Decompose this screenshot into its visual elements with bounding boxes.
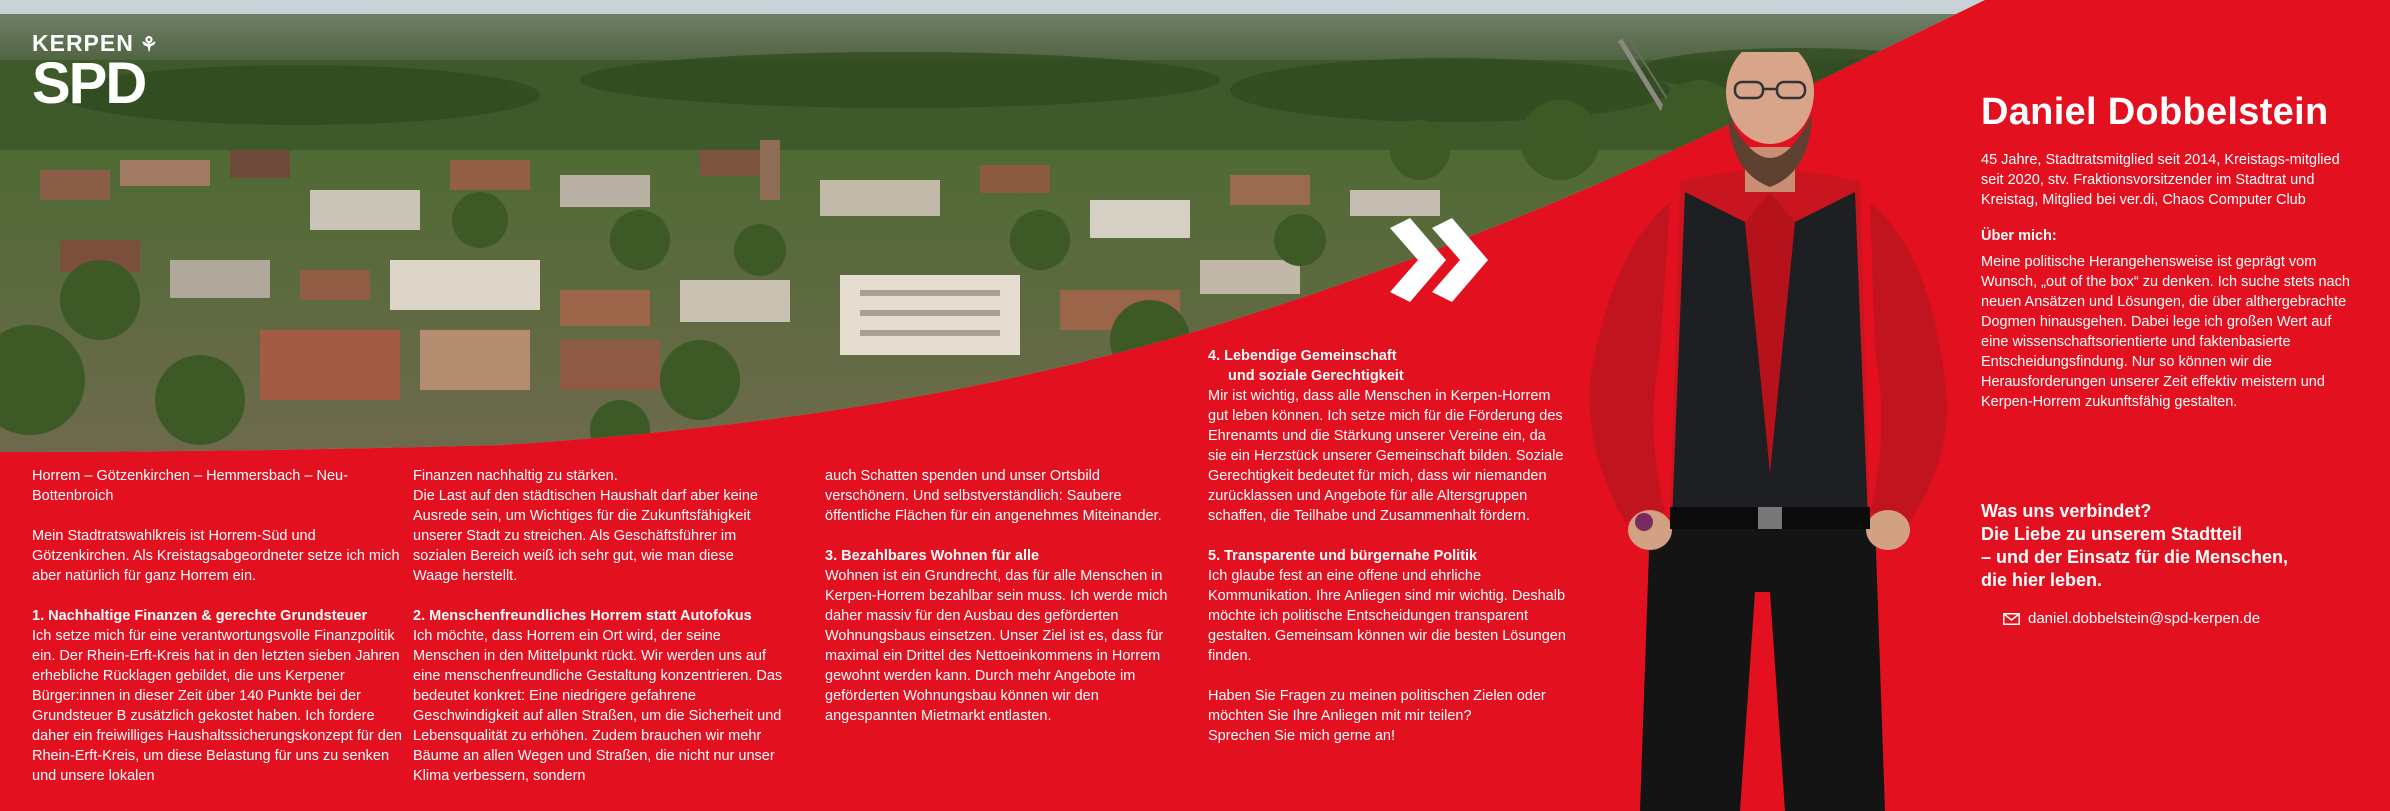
section-2-heading: 2. Menschenfreundliches Horrem statt Autofokus	[413, 608, 752, 624]
section-4-heading-line1: 4. Lebendige Gemeinschaft	[1208, 348, 1397, 364]
candidate-bio: 45 Jahre, Stadtratsmitglied seit 2014, Kreistags-mitglied seit 2020, stv. Fraktionsvorsitzender im Stadtrat und Kreistag, Mitglied bei ver.di, Chaos Computer Club	[1981, 152, 2340, 208]
about-heading: Über mich:	[1981, 228, 2057, 244]
mail-icon	[2003, 613, 2020, 625]
closing-invite: Sprechen Sie mich gerne an!	[1208, 728, 1395, 744]
section-2-continuation: auch Schatten spenden und unser Ortsbild verschönern. Und selbstverständlich: Saubere öffentliche Flächen für ein angenehmes Miteinander.	[825, 468, 1162, 524]
text-column-4	[1208, 346, 1568, 746]
section-1-heading: 1. Nachhaltige Finanzen & gerechte Grundsteuer	[32, 608, 368, 624]
text-column-3	[825, 466, 1185, 726]
intro-paragraph: Mein Stadtratswahlkreis ist Horrem-Süd und Götzenkirchen. Als Kreistagsabgeordneter setze ich mich aber natürlich für ganz Horrem ein.	[32, 528, 400, 584]
section-4-heading	[1208, 346, 1568, 386]
section-4-text: Mir ist wichtig, dass alle Menschen in Kerpen-Horrem gut leben können. Ich setze mich für die Förderung des Ehrenamts und die Stärkung unserer Vereine ein, da sie ein Herzstück unserer Gemeinschaft bilden. Soziale Gerechtigkeit bedeutet für mich, dass wir niemanden zurücklassen und Angebote für alle Altersgruppen schaffen, die Teilhabe und Zusammenhalt fördern.	[1208, 388, 1564, 524]
email-contact[interactable]	[2003, 609, 2260, 629]
connect-line-3: – und der Einsatz für die Menschen,	[1981, 547, 2289, 567]
rose-icon: ⚘	[139, 34, 159, 56]
logo-text-kerpen: KERPEN	[32, 30, 134, 56]
section-1-continuation: Finanzen nachhaltig zu stärken.	[413, 468, 618, 484]
text-column-1	[32, 466, 402, 786]
candidate-profile	[1981, 90, 2361, 412]
candidate-name: Daniel Dobbelstein	[1981, 91, 2329, 133]
section-4-heading-line2: und soziale Gerechtigkeit	[1228, 368, 1404, 384]
section-3-text-2: geförderten Wohnungsbau können wir den angespannten Mietmarkt entlasten.	[825, 688, 1099, 724]
section-5-text: Ich glaube fest an eine offene und ehrliche Kommunikation. Ihre Anliegen sind mir wichtig. Deshalb möchte ich politische Entscheidungen transparent gestalten. Gemeinsam können wir die besten Lösungen finden.	[1208, 568, 1566, 664]
connect-line-1: Was uns verbindet?	[1981, 501, 2152, 521]
candidate-portrait	[1570, 52, 1970, 811]
section-3-heading: 3. Bezahlbares Wohnen für alle	[825, 548, 1040, 564]
logo-text-spd: SPD	[32, 51, 146, 116]
connect-statement	[1981, 500, 2361, 592]
double-chevron-right-icon	[1388, 216, 1490, 304]
closing-question: Haben Sie Fragen zu meinen politischen Zielen oder möchten Sie Ihre Anliegen mit mir teilen?	[1208, 688, 1546, 724]
connect-line-4: die hier leben.	[1981, 570, 2103, 590]
section-1-continuation-2: Die Last auf den städtischen Haushalt darf aber keine Ausrede sein, um Wichtiges für die Zukunftsfähigkeit unserer Stadt zu streichen. Als Geschäftsführer im sozialen Bereich weiß ich sehr gut, wie man diese Waage herstellt.	[413, 488, 758, 584]
email-address[interactable]: daniel.dobbelstein@spd-kerpen.de	[2028, 610, 2261, 627]
connect-line-2: Die Liebe zu unserem Stadtteil	[1981, 524, 2243, 544]
text-column-2	[413, 466, 783, 786]
section-1-text: Ich setze mich für eine verantwortungsvolle Finanzpolitik ein. Der Rhein-Erft-Kreis hat in den letzten sieben Jahren erhebliche Rücklagen gebildet, die uns Kerpener Bürger:innen in dieser Zeit über 140 Punkte bei der Grundsteuer B zusätzlich gekostet haben. Ich fordere daher ein freiwilliges Haushaltssicherungskonzept für den Rhein-Erft-Kreis, um diese Belastung für uns zu senken und unsere lokalen	[32, 628, 402, 784]
section-2-text: Ich möchte, dass Horrem ein Ort wird, der seine Menschen in den Mittelpunkt rückt. Wir werden uns auf eine menschenfreundliche Gestaltung konzentrieren. Das bedeutet konkret: Eine niedrigere gefahrene Geschwindigkeit auf allen Straßen, um die Sicherheit und Lebensqualität zu erhöhen. Zudem brauchen wir mehr Bäume an allen Wegen und Straßen, die nicht nur unser Klima verbessern, sondern	[413, 628, 783, 784]
about-text: Meine politische Herangehensweise ist geprägt vom Wunsch, „out of the box“ zu denken. Ich suche stets nach neuen Ansätzen und Lösungen, die über althergebrachte Dogmen hinausgehen. Dabei lege ich großen Wert auf eine wissenschaftsorientierte und faktenbasierte Entscheidungsfindung. Nur so können wir die Herausforderungen unserer Zeit effektiv meistern und Kerpen-Horrem zukunftsfähig gestalten.	[1981, 254, 2350, 410]
section-5-heading: 5. Transparente und bürgernahe Politik	[1208, 548, 1478, 564]
section-3-text: Wohnen ist ein Grundrecht, das für alle Menschen in Kerpen-Horrem bezahlbar sein muss. Ich werde mich daher massiv für den Ausbau des geförderten Wohnungsbaus einsetzen. Unser Ziel ist es, dass für maximal ein Drittel des Nettoeinkommens in Horrem gewohnt werden kann. Durch mehr Angebote im	[825, 568, 1168, 684]
district-names: Horrem – Götzenkirchen – Hemmersbach – Neu-Bottenbroich	[32, 468, 348, 504]
spd-kerpen-logo	[32, 30, 172, 116]
